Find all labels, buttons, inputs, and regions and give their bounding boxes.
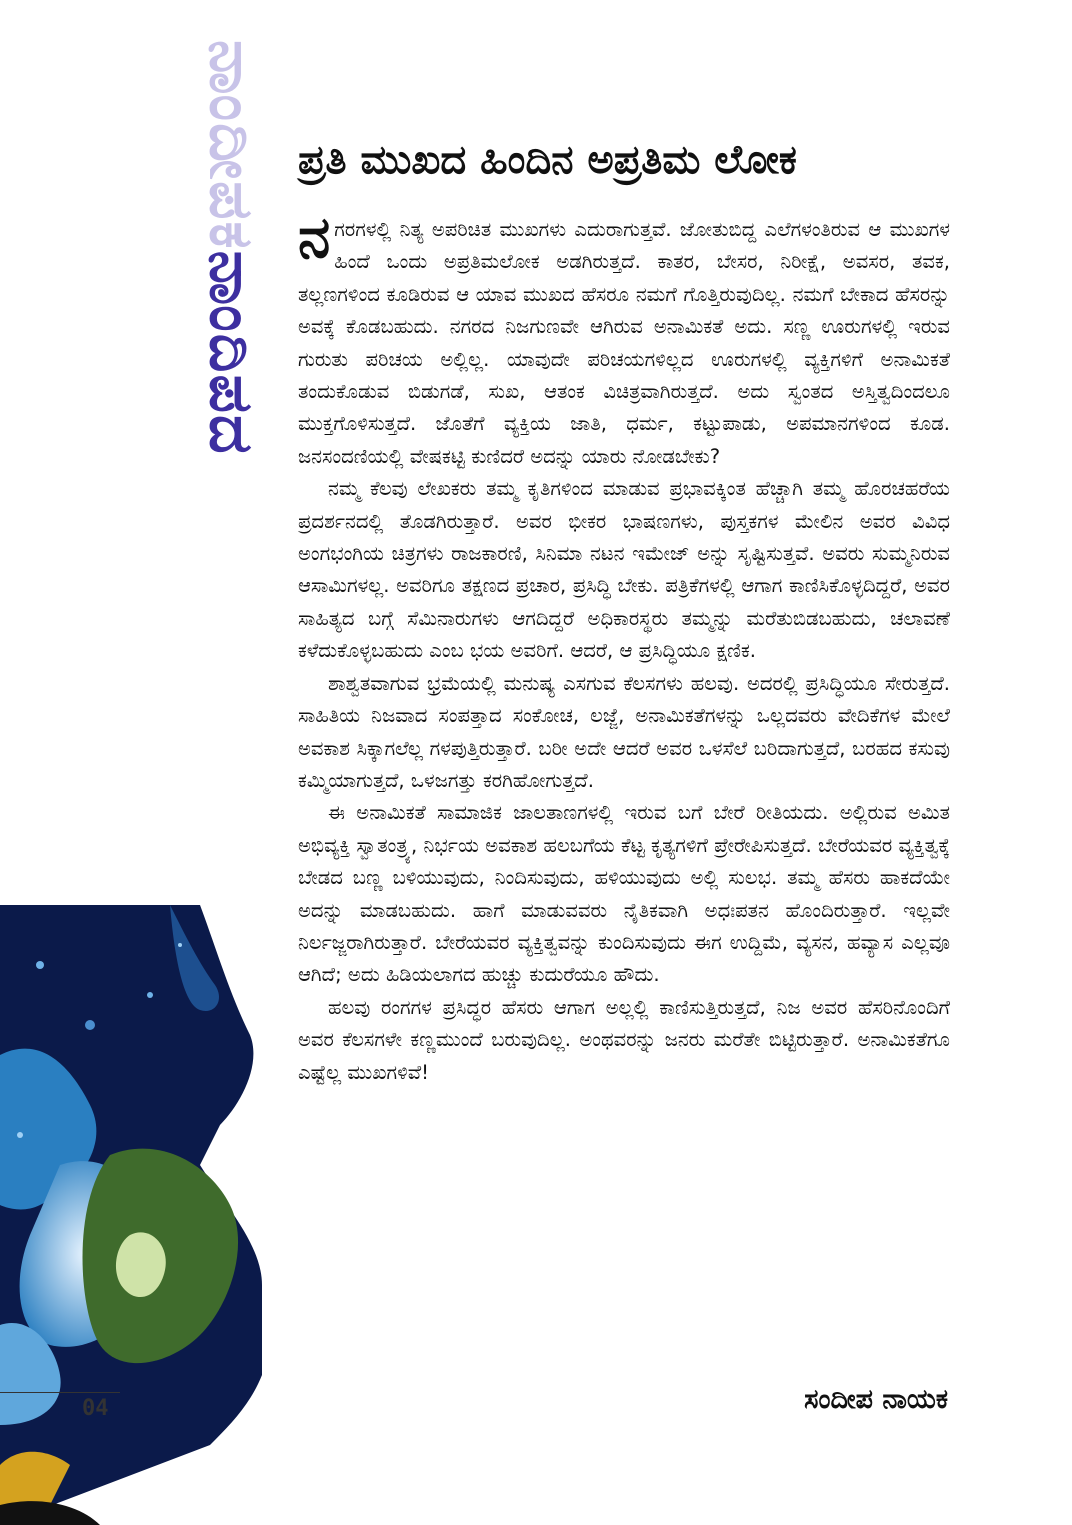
decorative-artwork — [0, 905, 262, 1525]
page-number-rule — [0, 1392, 120, 1393]
article-paragraph-3: ಶಾಶ್ವತವಾಗುವ ಭ್ರಮೆಯಲ್ಲಿ ಮನುಷ್ಯ ಎಸಗುವ ಕೆಲಸಗಳು ಹಲವು. ಅದರಲ್ಲಿ ಪ್ರಸಿದ್ಧಿಯೂ ಸೇರುತ್ತದೆ. ಸಾಹಿತಿಯ ನಿಜವಾದ ಸಂಪತ್ತಾದ ಸಂಕೋಚ, ಲಜ್ಜೆ, ಅನಾಮಿಕತೆಗಳನ್ನು ಒಲ್ಲದವರು ವೇದಿಕೆಗಳ ಮೇಲೆ ಅವಕಾಶ ಸಿಕ್ಕಾಗಲೆಲ್ಲ ಗಳಪುತ್ತಿರುತ್ತಾರೆ. ಬರೀ ಅದೇ ಆದರೆ ಅವರ ಒಳಸೆಲೆ ಬರಿದಾಗುತ್ತದೆ, ಬರಹದ ಕಸುವು ಕಮ್ಮಿಯಾಗುತ್ತದೆ, ಒಳಜಗತ್ತು ಕರಗಿಹೋಗುತ್ತದೆ. — [298, 671, 950, 792]
masthead-dark-text: ನಾಂದಿಪದ — [196, 250, 266, 456]
article-title: ಪ್ರತಿ ಮುಖದ ಹಿಂದಿನ ಅಪ್ರತಿಮ ಲೋಕ — [298, 137, 797, 183]
masthead — [196, 40, 266, 600]
paragraph-text: ಗರಗಳಲ್ಲಿ ನಿತ್ಯ ಅಪರಿಚಿತ ಮುಖಗಳು ಎದುರಾಗುತ್ತವೆ. ಜೋತುಬಿದ್ದ ಎಲೆಗಳಂತಿರುವ ಆ ಮುಖಗಳ ಹಿಂದೆ ಒಂದು ಅಪ್ರತಿಮಲೋಕ ಅಡಗಿರುತ್ತದೆ. ಕಾತರ, ಬೇಸರ, ನಿರೀಕ್ಷೆ, ಅವಸರ, ತವಕ, ತಲ್ಲಣಗಳಿಂದ ಕೂಡಿರುವ ಆ ಯಾವ ಮುಖದ ಹೆಸರೂ ನಮಗೆ ಗೊತ್ತಿರುವುದಿಲ್ಲ. ನಮಗೆ ಬೇಕಾದ ಹೆಸರನ್ನು ಅವಕ್ಕೆ ಕೊಡಬಹುದು. ನಗರದ ನಿಜಗುಣವೇ ಆಗಿರುವ ಅನಾಮಿಕತೆ ಅದು. ಸಣ್ಣ ಊರುಗಳಲ್ಲಿ ಇರುವ ಗುರುತು ಪರಿಚಯ ಅಲ್ಲಿಲ್ಲ. ಯಾವುದೇ ಪರಿಚಯಗಳಿಲ್ಲದ ಊರುಗಳಲ್ಲಿ ವ್ಯಕ್ತಿಗಳಿಗೆ ಅನಾಮಿಕತೆ ತಂದುಕೊಡುವ ಬಿಡುಗಡೆ, ಸುಖ, ಆತಂಕ ವಿಚಿತ್ರವಾಗಿರುತ್ತದೆ. ಅದು ಸ್ವಂತದ ಅಸ್ತಿತ್ವದಿಂದಲೂ ಮುಕ್ತಗೊಳಿಸುತ್ತದೆ. ಜೊತೆಗೆ ವ್ಯಕ್ತಿಯ ಜಾತಿ, ಧರ್ಮ, ಕಟ್ಟುಪಾಡು, ಅಪಮಾನಗಳಿಂದ ಕೂಡ. ಜನಸಂದಣಿಯಲ್ಲಿ ವೇಷಕಟ್ಟಿ ಕುಣಿದರೆ ಅದನ್ನು ಯಾರು ನೋಡಬೇಕು? — [298, 218, 950, 468]
article-paragraph-4: ಈ ಅನಾಮಿಕತೆ ಸಾಮಾಜಿಕ ಜಾಲತಾಣಗಳಲ್ಲಿ ಇರುವ ಬಗೆ ಬೇರೆ ರೀತಿಯದು. ಅಲ್ಲಿರುವ ಅಮಿತ ಅಭಿವ್ಯಕ್ತಿ ಸ್ವಾತಂತ್ರ್ಯ, ನಿರ್ಭಯ ಅವಕಾಶ ಹಲಬಗೆಯ ಕೆಟ್ಟ ಕೃತ್ಯಗಳಿಗೆ ಪ್ರೇರೇಪಿಸುತ್ತದೆ. ಬೇರೆಯವರ ವ್ಯಕ್ತಿತ್ವಕ್ಕೆ ಬೇಡದ ಬಣ್ಣ ಬಳಿಯುವುದು, ನಿಂದಿಸುವುದು, ಹಳಿಯುವುದು ಅಲ್ಲಿ ಸುಲಭ. ತಮ್ಮ ಹೆಸರು ಹಾಕದೆಯೇ ಅದನ್ನು ಮಾಡಬಹುದು. ಹಾಗೆ ಮಾಡುವವರು ನೈತಿಕವಾಗಿ ಅಧಃಪತನ ಹೊಂದಿರುತ್ತಾರೆ. ಇಲ್ಲವೇ ನಿರ್ಲಜ್ಜರಾಗಿರುತ್ತಾರೆ. ಬೇರೆಯವರ ವ್ಯಕ್ತಿತ್ವವನ್ನು ಕುಂದಿಸುವುದು ಈಗ ಉದ್ದಿಮೆ, ವ್ಯಸನ, ಹವ್ಯಾಸ ಎಲ್ಲವೂ ಆಗಿದೆ; ಅದು ಹಿಡಿಯಲಾಗದ ಹುಚ್ಚು ಕುದುರೆಯೂ ಹೌದು. — [298, 801, 950, 987]
drop-cap: ನ — [298, 203, 331, 271]
article-body — [298, 203, 950, 1089]
article-paragraph-2: ನಮ್ಮ ಕೆಲವು ಲೇಖಕರು ತಮ್ಮ ಕೃತಿಗಳಿಂದ ಮಾಡುವ ಪ್ರಭಾವಕ್ಕಿಂತ ಹೆಚ್ಚಾಗಿ ತಮ್ಮ ಹೊರಚಹರೆಯ ಪ್ರದರ್ಶನದಲ್ಲಿ ತೊಡಗಿರುತ್ತಾರೆ. ಅವರ ಭೀಕರ ಭಾಷಣಗಳು, ಪುಸ್ತಕಗಳ ಮೇಲಿನ ಅವರ ವಿವಿಧ ಅಂಗಭಂಗಿಯ ಚಿತ್ರಗಳು ರಾಜಕಾರಣಿ, ಸಿನಿಮಾ ನಟನ ಇಮೇಜ್ ಅನ್ನು ಸೃಷ್ಟಿಸುತ್ತವೆ. ಅವರು ಸುಮ್ಮನಿರುವ ಆಸಾಮಿಗಳಲ್ಲ. ಅವರಿಗೂ ತಕ್ಷಣದ ಪ್ರಚಾರ, ಪ್ರಸಿದ್ಧಿ ಬೇಕು. ಪತ್ರಿಕೆಗಳಲ್ಲಿ ಆಗಾಗ ಕಾಣಿಸಿಕೊಳ್ಳದಿದ್ದರೆ, ಅವರ ಸಾಹಿತ್ಯದ ಬಗ್ಗೆ ಸೆಮಿನಾರುಗಳು ಆಗದಿದ್ದರೆ ಅಧಿಕಾರಸ್ಥರು ತಮ್ಮನ್ನು ಮರೆತುಬಿಡಬಹುದು, ಚಲಾವಣೆ ಕಳೆದುಕೊಳ್ಳಬಹುದು ಎಂಬ ಭಯ ಅವರಿಗೆ. ಆದರೆ, ಆ ಪ್ರಸಿದ್ಧಿಯೂ ಕ್ಷಣಿಕ. — [298, 477, 950, 663]
masthead-light-text: ನಾಂದೀಪಕ — [196, 40, 266, 251]
page-number: 04 — [82, 1396, 109, 1421]
article-paragraph-1 — [298, 203, 950, 473]
masthead-title — [196, 40, 266, 456]
article-paragraph-5: ಹಲವು ರಂಗಗಳ ಪ್ರಸಿದ್ಧರ ಹೆಸರು ಆಗಾಗ ಅಲ್ಲಲ್ಲಿ ಕಾಣಿಸುತ್ತಿರುತ್ತದೆ, ನಿಜ ಅವರ ಹೆಸರಿನೊಂದಿಗೆ ಅವರ ಕೆಲಸಗಳೇ ಕಣ್ಣಮುಂದೆ ಬರುವುದಿಲ್ಲ. ಅಂಥವರನ್ನು ಜನರು ಮರೆತೇ ಬಿಟ್ಟಿರುತ್ತಾರೆ. ಅನಾಮಿಕತೆಗೂ ಎಷ್ಟೆಲ್ಲ ಮುಖಗಳಿವೆ! — [298, 995, 950, 1084]
author-name: ಸಂದೀಪ ನಾಯಕ — [804, 1384, 948, 1415]
